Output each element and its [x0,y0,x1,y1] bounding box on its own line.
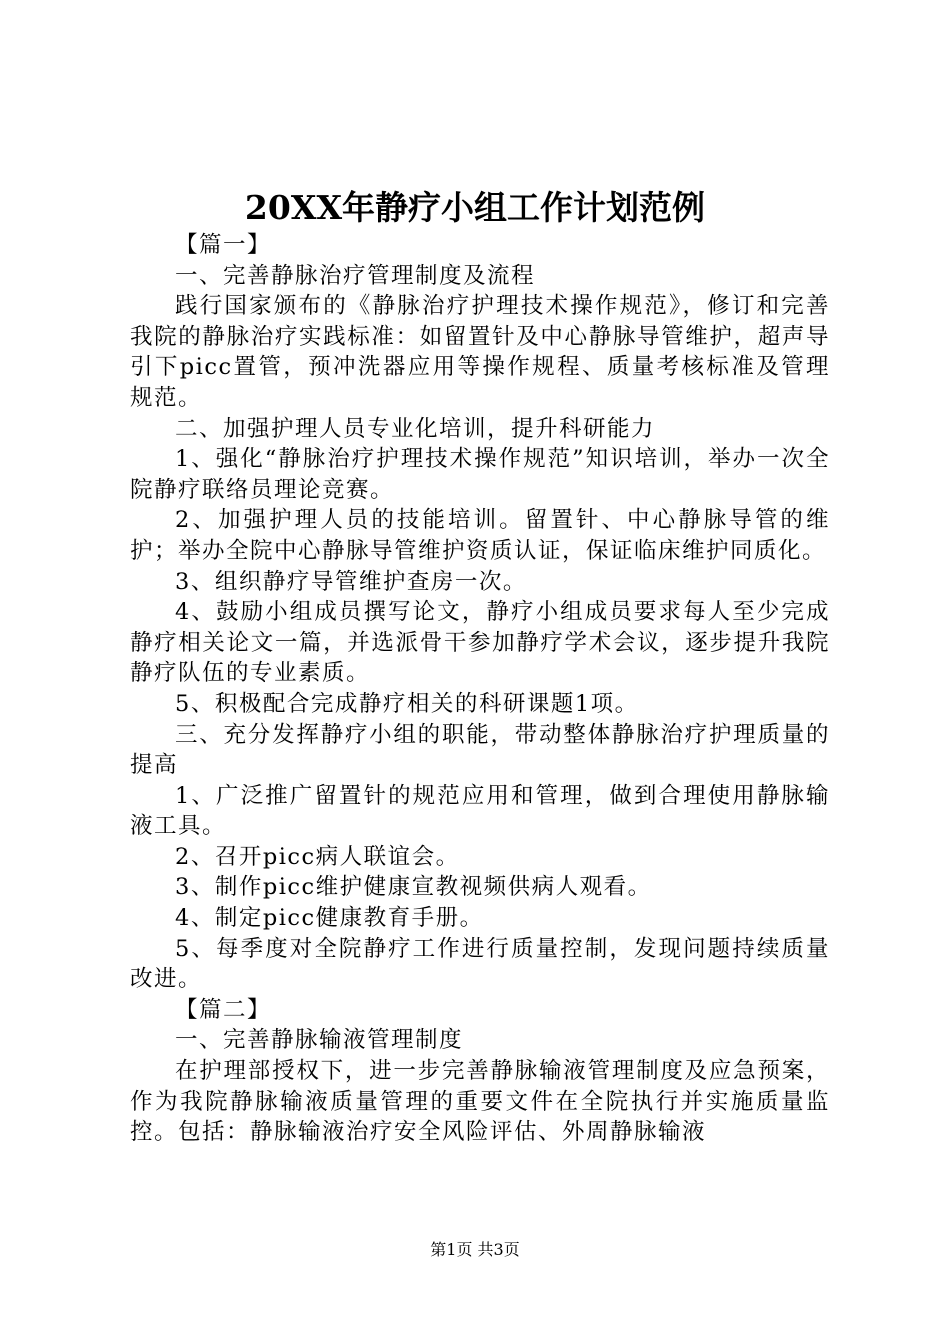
list-item: 5、每季度对全院静疗工作进行质量控制，发现问题持续质量改进。 [130,935,830,993]
section-heading-part-2: 【篇二】 [175,996,272,1023]
paragraph: 践行国家颁布的《静脉治疗护理技术操作规范》，修订和完善我院的静脉治疗实践标准：如留置针及中心静脉导管维护，超声导引下picc置管，预冲洗器应用等操作规程、质量考核标准及管理规范。 [130,293,830,411]
list-item: 3、组织静疗导管维护查房一次。 [175,568,527,595]
list-item: 2、加强护理人员的技能培训。留置针、中心静脉导管的维护；举办全院中心静脉导管维护资质认证，保证临床维护同质化。 [130,507,830,564]
list-item: 2、召开picc病人联谊会。 [175,843,460,870]
paragraph: 在护理部授权下，进一步完善静脉输液管理制度及应急预案，作为我院静脉输液质量管理的重要文件在全院执行并实施质量监控。包括：静脉输液治疗安全风险评估、外周静脉输液 [130,1058,830,1146]
heading-2: 二、加强护理人员专业化培训，提升科研能力 [175,415,656,442]
list-item: 1、广泛推广留置针的规范应用和管理，做到合理使用静脉输液工具。 [130,782,830,840]
page-footer: 第1页 共3页 [430,1240,520,1259]
section-heading-part-1: 【篇一】 [175,232,272,258]
list-item: 5、积极配合完成静疗相关的科研课题1项。 [175,690,639,717]
document-body [130,230,830,1148]
list-item: 3、制作picc维护健康宣教视频供病人观看。 [175,874,652,901]
list-item: 1、强化“静脉治疗护理技术操作规范”知识培训，举办一次全院静疗联络员理论竞赛。 [130,446,830,503]
heading-1: 一、完善静脉治疗管理制度及流程 [175,262,536,289]
document-title: 20XX年静疗小组工作计划范例 [244,188,706,227]
heading-3: 三、充分发挥静疗小组的职能，带动整体静脉治疗护理质量的提高 [130,721,830,779]
list-item: 4、鼓励小组成员撰写论文，静疗小组成员要求每人至少完成静疗相关论文一篇，并选派骨干参加静疗学术会议，逐步提升我院静疗队伍的专业素质。 [130,599,830,687]
heading-1: 一、完善静脉输液管理制度 [175,1027,464,1054]
list-item: 4、制定picc健康教育手册。 [175,905,484,932]
